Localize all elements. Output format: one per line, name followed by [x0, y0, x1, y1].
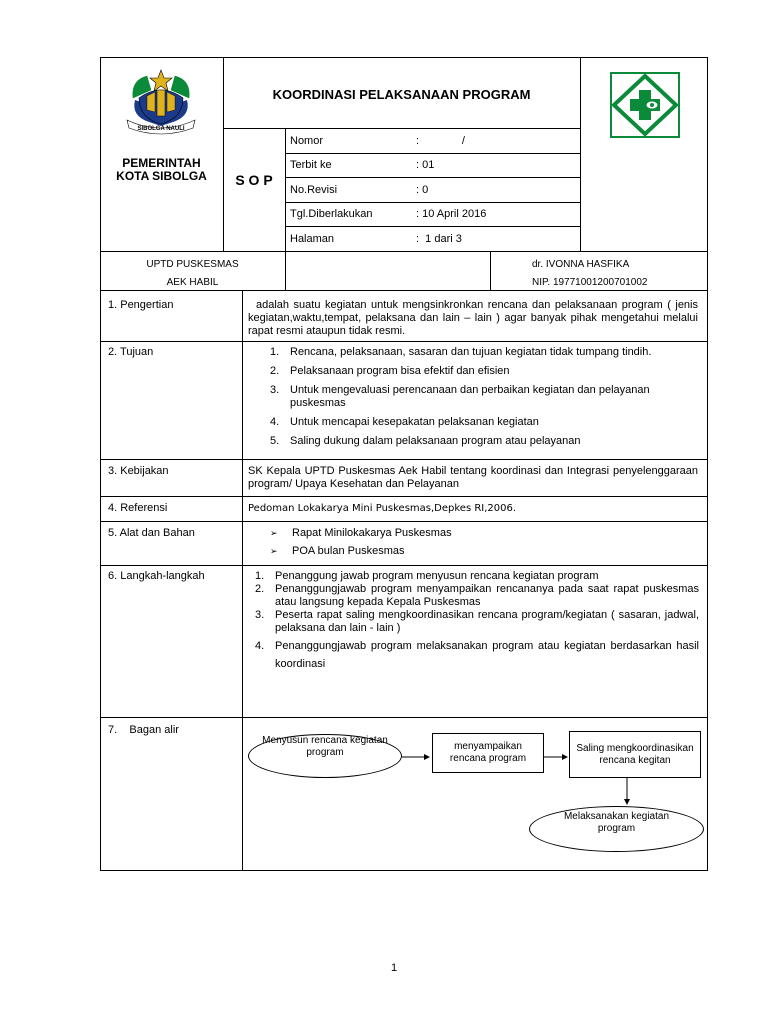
- meta-label-revisi: No.Revisi: [290, 184, 338, 196]
- list-item: [270, 416, 680, 429]
- flow-node-label: Melaksanakan kegiatan program: [563, 811, 670, 834]
- puskesmas-logo: [610, 72, 680, 138]
- meta-label-nomor: Nomor: [290, 135, 324, 147]
- divider: [223, 57, 224, 251]
- divider: [285, 153, 580, 154]
- meta-value-terbit: : 01: [416, 159, 435, 171]
- divider: [100, 521, 708, 522]
- meta-label-halaman: Halaman: [290, 233, 335, 245]
- unit-line-2: AEK HABIL: [166, 277, 219, 288]
- list-item: [270, 365, 680, 378]
- section-text-referensi: Pedoman Lokakarya Mini Puskesmas,Depkes RI,2006.: [248, 503, 517, 514]
- list-text: Peserta rapat saling mengkoordinasikan rencana program/kegiatan ( sasaran, jadwal, pelaksana dan lain - lain ): [275, 609, 699, 634]
- meta-label-terbit: Terbit ke: [290, 159, 332, 171]
- meta-label-tgl: Tgl.Diberlakukan: [290, 208, 373, 220]
- flow-node-koordinasi: [569, 731, 701, 778]
- divider: [100, 496, 708, 497]
- sop-label: S O P: [235, 172, 273, 188]
- table-border-top: [100, 57, 708, 58]
- flow-node-menyampaikan: [432, 733, 544, 773]
- signer: [532, 256, 647, 292]
- list-number: 3.: [270, 384, 280, 396]
- section-text-kebijakan: SK Kepala UPTD Puskesmas Aek Habil tentang koordinasi dan Integrasi penyelenggaraan program/ Upaya Kesehatan dan Pelayanan: [248, 465, 698, 490]
- signer-name: dr. IVONNA HASFIKA: [532, 259, 630, 270]
- section-label-pengertian: 1. Pengertian: [108, 299, 174, 311]
- document-title: KOORDINASI PELAKSANAAN PROGRAM: [272, 87, 531, 102]
- list-item: [270, 435, 680, 448]
- flow-node-start: [248, 734, 402, 778]
- table-border-bottom: [100, 870, 708, 871]
- svg-text:SIBOLGA NAULI: SIBOLGA NAULI: [137, 126, 185, 132]
- divider: [580, 57, 581, 251]
- divider: [100, 565, 708, 566]
- meta-value-nomor: : /: [416, 135, 465, 147]
- list-item: [270, 384, 680, 410]
- divider: [285, 177, 580, 178]
- list-item: [270, 545, 405, 559]
- list-number: 5.: [270, 435, 280, 447]
- list-text: Penanggung jawab program menyusun rencana kegiatan program: [275, 570, 599, 582]
- bullet-icon: ➢: [270, 547, 278, 557]
- meta-value-revisi: : 0: [416, 184, 429, 196]
- gov-name: [100, 157, 223, 183]
- unit-name: [100, 256, 285, 292]
- list-item: [270, 346, 680, 359]
- list-item: [255, 570, 699, 583]
- bullet-icon: ➢: [270, 529, 278, 539]
- city-emblem-logo: [125, 68, 197, 136]
- list-item: [255, 583, 699, 609]
- page-number: 1: [390, 962, 398, 974]
- unit-line-1: UPTD PUSKESMAS: [146, 259, 239, 270]
- list-item: [255, 637, 699, 673]
- gov-line-1: PEMERINTAH: [122, 156, 201, 170]
- langkah-list: [255, 570, 699, 673]
- list-number: 4.: [255, 640, 265, 652]
- list-item: [270, 527, 452, 541]
- list-number: 3.: [255, 609, 265, 621]
- meta-value-tgl: : 10 April 2016: [416, 208, 487, 220]
- flow-node-label: Saling mengkoordinasikan rencana kegitan: [576, 742, 694, 766]
- divider: [285, 251, 286, 291]
- flow-node-label: menyampaikan rencana program: [449, 741, 527, 764]
- divider: [285, 202, 580, 203]
- list-item: [255, 609, 699, 635]
- divider: [490, 251, 491, 291]
- list-number: 2.: [255, 583, 265, 595]
- list-text: Rencana, pelaksanaan, sasaran dan tujuan kegiatan tidak tumpang tindih.: [290, 346, 652, 358]
- tujuan-list: [270, 346, 680, 448]
- section-label-langkah: 6. Langkah-langkah: [108, 570, 205, 582]
- section-label-kebijakan: 3. Kebijakan: [108, 465, 169, 477]
- section-text-pengertian: adalah suatu kegiatan untuk mengsinkronkan rencana dan pelaksanaan program ( jenis kegiatan,waktu,tempat, pelaksana dan lain – lain ) agar banyak pihak mengetahui melalui rapat resmi ataupun tidak resmi.: [248, 299, 698, 337]
- section-label-referensi: 4. Referensi: [108, 502, 168, 514]
- gov-line-2: KOTA SIBOLGA: [116, 169, 207, 183]
- section-label-tujuan: 2. Tujuan: [108, 346, 154, 358]
- section-label-bagan: 7. Bagan alir: [108, 724, 179, 736]
- list-text: Pelaksanaan program bisa efektif dan efisien: [290, 365, 510, 377]
- list-text: Penanggungjawab program melaksanakan program atau kegiatan berdasarkan hasil koordinasi: [275, 640, 699, 670]
- list-text: Penanggungjawab program menyampaikan rencananya pada saat rapat puskesmas atau langsung kepada Kepala Puskesmas: [275, 583, 699, 608]
- signer-nip: NIP. 19771001200701002: [532, 277, 648, 288]
- meta-value-halaman: : 1 dari 3: [416, 233, 462, 245]
- list-number: 1.: [255, 570, 265, 582]
- table-border-right: [707, 57, 708, 871]
- flow-node-end: [529, 806, 704, 852]
- list-number: 4.: [270, 416, 280, 428]
- divider: [223, 128, 580, 129]
- list-text: Rapat Minilokakarya Puskesmas: [292, 527, 452, 539]
- divider: [100, 459, 708, 460]
- list-text: Saling dukung dalam pelaksanaan program atau pelayanan: [290, 435, 581, 447]
- divider: [100, 251, 708, 252]
- divider: [100, 341, 708, 342]
- list-number: 2.: [270, 365, 280, 377]
- list-text: POA bulan Puskesmas: [292, 545, 405, 557]
- flow-node-label: Menyusun rencana kegiatan program: [262, 735, 388, 758]
- divider: [285, 226, 580, 227]
- list-number: 1.: [270, 346, 280, 358]
- list-text: Untuk mencapai kesepakatan pelaksanan kegiatan: [290, 416, 539, 428]
- list-text: Untuk mengevaluasi perencanaan dan perbaikan kegiatan dan pelayanan puskesmas: [290, 384, 650, 409]
- section-label-alat: 5. Alat dan Bahan: [108, 527, 195, 539]
